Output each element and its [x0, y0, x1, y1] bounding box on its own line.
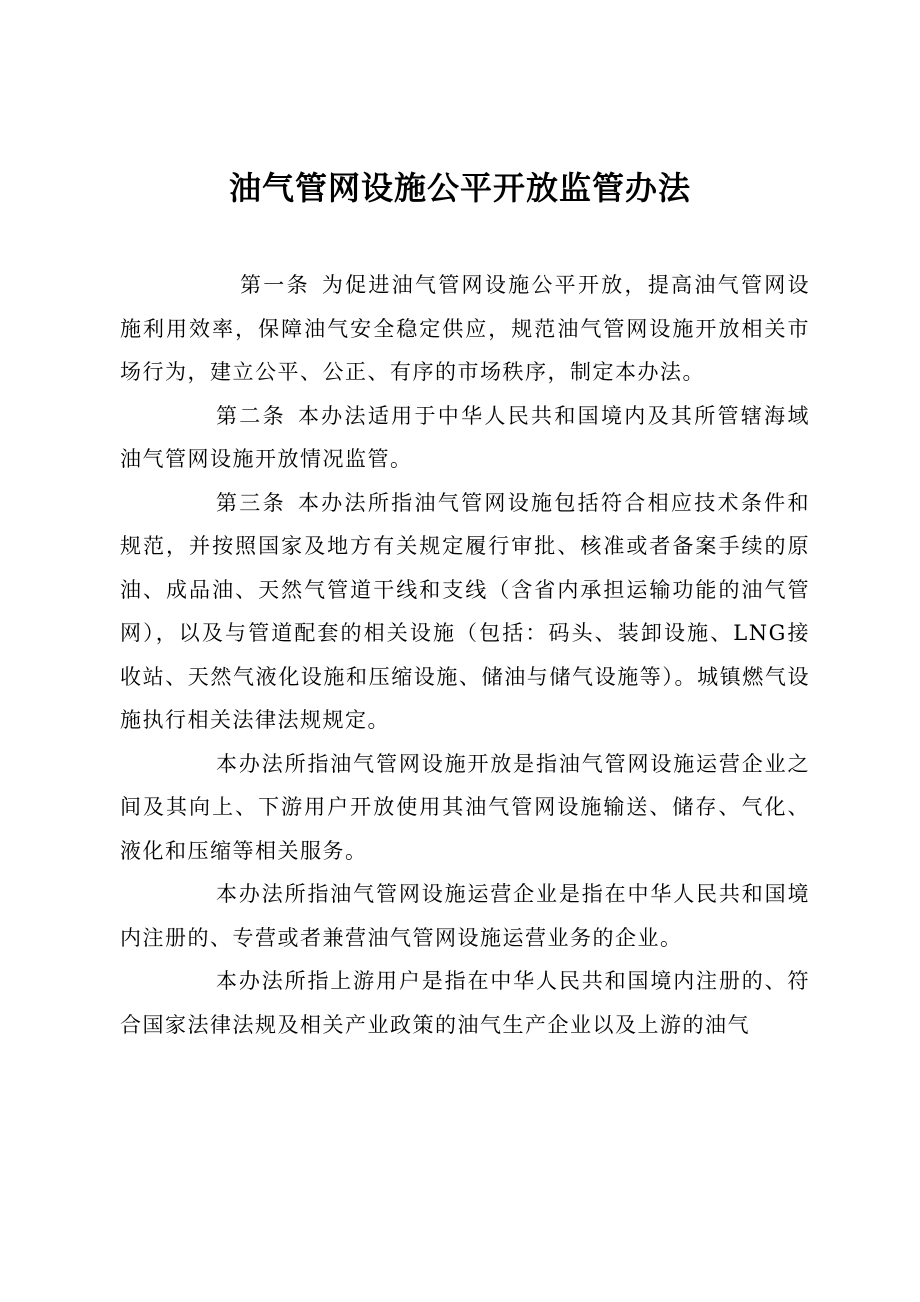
paragraph-text: 本办法所指油气管网设施开放是指油气管网设施运营企业之间及其向上、下游用户开放使用其油气管网设施输送、储存、气化、液化和压缩等相关服务。: [120, 751, 810, 863]
document-body: [120, 264, 810, 1047]
paragraph-article-3: [120, 482, 810, 743]
article-number: 第三条: [216, 490, 286, 515]
paragraph-upstream-user: [120, 960, 810, 1047]
paragraph-operating-enterprise: [120, 873, 810, 960]
paragraph-article-1: [120, 264, 810, 395]
paragraph-text: 本办法适用于中华人民共和国境内及其所管辖海域油气管网设施开放情况监管。: [120, 403, 810, 471]
article-number: 第二条: [216, 403, 286, 428]
paragraph-text: 本办法所指上游用户是指在中华人民共和国境内注册的、符合国家法律法规及相关产业政策的油气生产企业以及上游的油气: [120, 969, 810, 1037]
article-number: 第一条: [240, 273, 310, 297]
paragraph-article-2: [120, 395, 810, 482]
paragraph-facility-opening: [120, 743, 810, 874]
paragraph-text: 本办法所指油气管网设施运营企业是指在中华人民共和国境内注册的、专营或者兼营油气管网设施运营业务的企业。: [120, 882, 810, 950]
page-title: 油气管网设施公平开放监管办法: [228, 169, 691, 207]
paragraph-text: 本办法所指油气管网设施包括符合相应技术条件和规范，并按照国家及地方有关规定履行审批、核准或者备案手续的原油、成品油、天然气管道干线和支线（含省内承担运输功能的油气管网），以及与管道配套的相关设施（包括：码头、装卸设施、LNG接收站、天然气液化设施和压缩设施、储油与储气设施等）。城镇燃气设施执行相关法律法规规定。: [120, 490, 810, 732]
paragraph-text: 为促进油气管网设施公平开放，提高油气管网设施利用效率，保障油气安全稳定供应，规范油气管网设施开放相关市场行为，建立公平、公正、有序的市场秩序，制定本办法。: [120, 273, 811, 384]
